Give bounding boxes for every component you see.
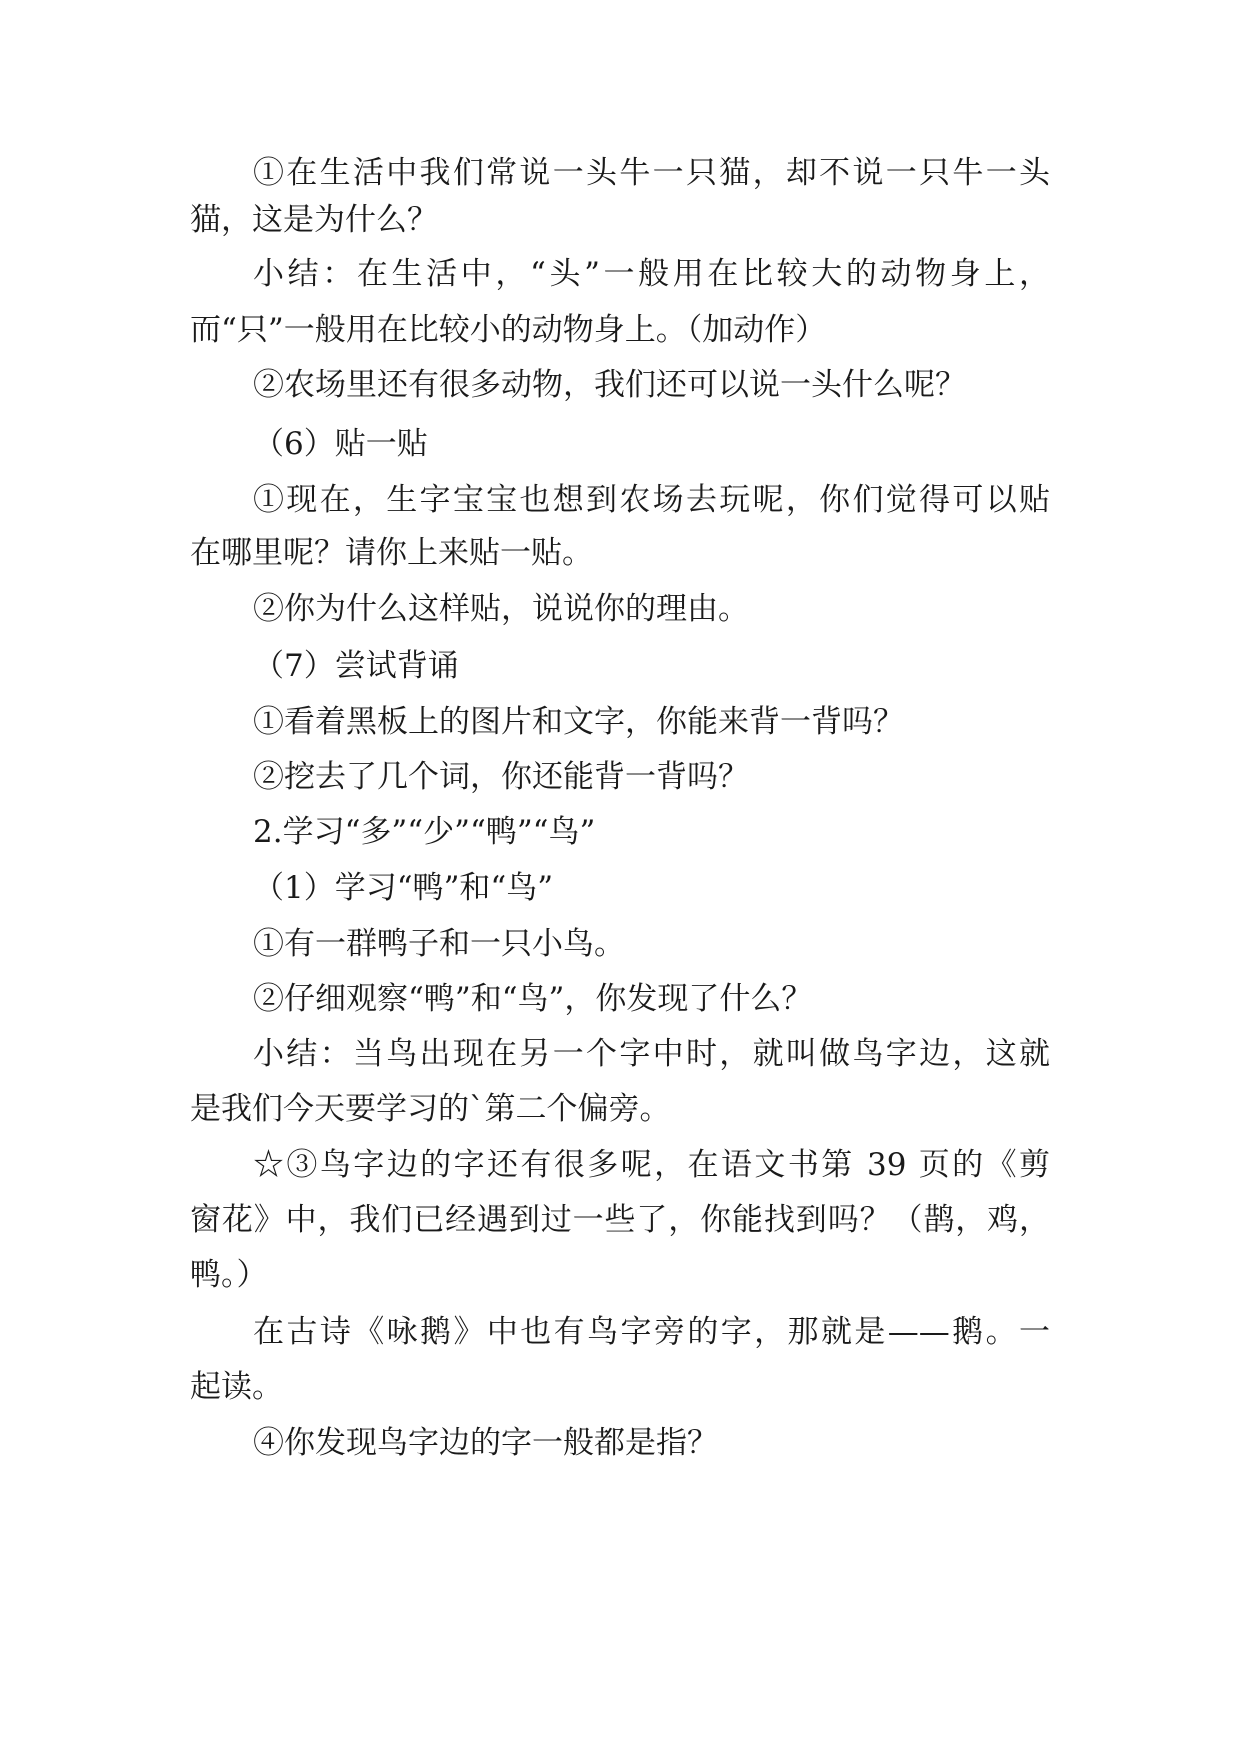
paragraph-line: 而“只”一般用在比较小的动物身上。（加动作） xyxy=(190,312,827,348)
paragraph-line: ①现在，生字宝宝也想到农场去玩呢，你们觉得可以贴 xyxy=(253,482,1050,518)
paragraph-line: 在古诗《咏鹅》中也有鸟字旁的字，那就是——鹅。一 xyxy=(253,1314,1050,1350)
paragraph-line: 在哪里呢？请你上来贴一贴。 xyxy=(190,535,593,571)
section-heading: （7）尝试背诵 xyxy=(253,648,459,684)
paragraph-line: ①有一群鸭子和一只小鸟。 xyxy=(253,926,625,962)
paragraph-line: 窗花》中，我们已经遇到过一些了，你能找到吗？（鹊，鸡， xyxy=(190,1202,1050,1238)
paragraph-line: ②仔细观察“鸭”和“鸟”，你发现了什么？ xyxy=(253,981,813,1017)
section-heading: （1）学习“鸭”和“鸟” xyxy=(253,870,554,906)
section-heading: （6）贴一贴 xyxy=(253,426,428,462)
paragraph-line: ②挖去了几个词，你还能背一背吗？ xyxy=(253,759,749,795)
paragraph-line: ②你为什么这样贴，说说你的理由。 xyxy=(253,591,749,627)
paragraph-line: 小结：在生活中，“头”一般用在比较大的动物身上， xyxy=(253,256,1050,292)
paragraph-line: 鸭。） xyxy=(190,1257,268,1293)
paragraph-line: 猫，这是为什么？ xyxy=(190,202,438,238)
paragraph-line: 是我们今天要学习的`第二个偏旁。 xyxy=(190,1091,671,1127)
paragraph-line: 起读。 xyxy=(190,1369,283,1405)
paragraph-line: ①在生活中我们常说一头牛一只猫，却不说一只牛一头 xyxy=(253,155,1050,191)
paragraph-line: ①看着黑板上的图片和文字，你能来背一背吗？ xyxy=(253,704,904,740)
section-heading: 2.学习“多”“少”“鸭”“鸟” xyxy=(253,814,596,850)
paragraph-line: ☆③鸟字边的字还有很多呢，在语文书第 39 页的《剪 xyxy=(253,1147,1050,1183)
paragraph-line: ④你发现鸟字边的字一般都是指？ xyxy=(253,1425,718,1461)
paragraph-line: 小结：当鸟出现在另一个字中时，就叫做鸟字边，这就 xyxy=(253,1036,1050,1072)
paragraph-line: ②农场里还有很多动物，我们还可以说一头什么呢？ xyxy=(253,367,966,403)
